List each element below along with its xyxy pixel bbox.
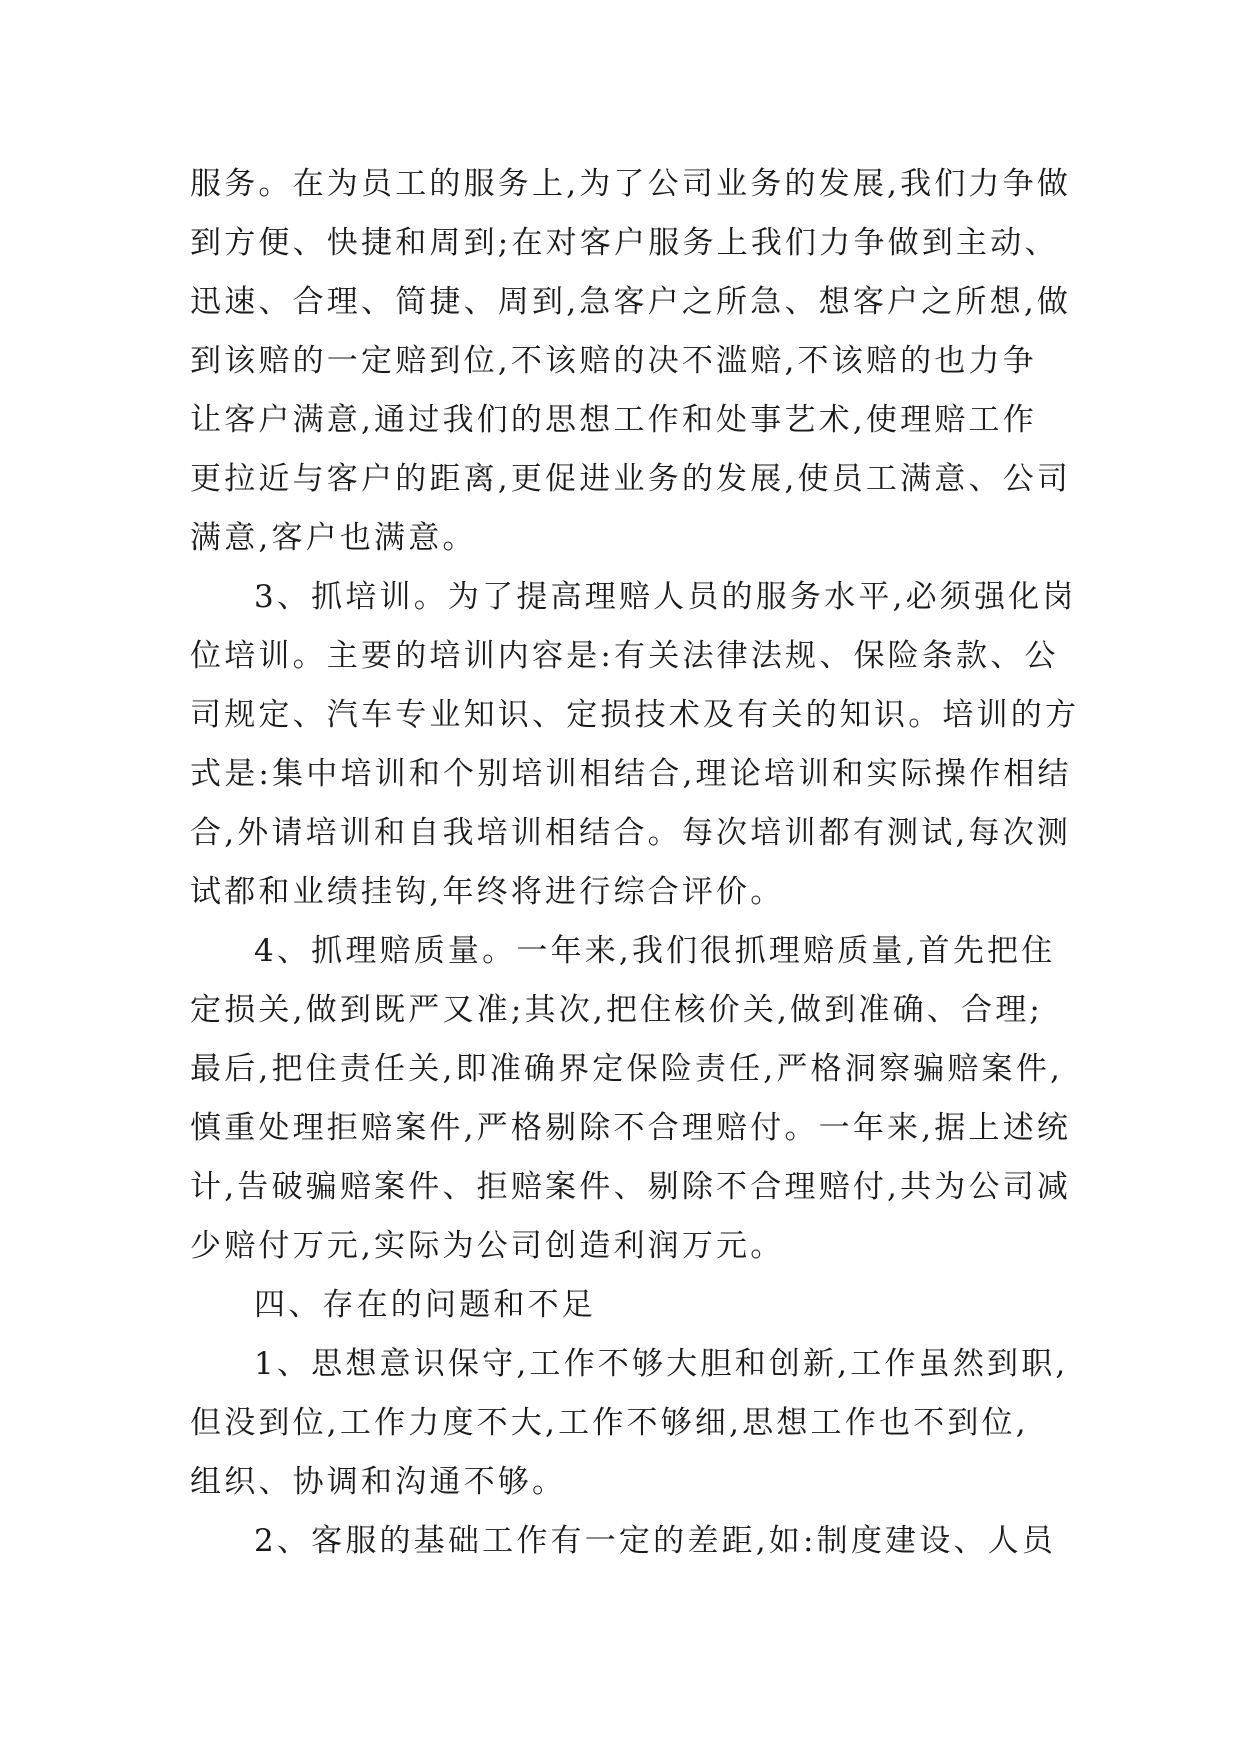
text-line: 服务。在为员工的服务上,为了公司业务的发展,我们力争做 [190, 166, 1072, 202]
text-line: 迅速、合理、简捷、周到,急客户之所急、想客户之所想,做 [190, 284, 1072, 320]
paragraph-start-line: 2、客服的基础工作有一定的差距,如:制度建设、人员 [254, 1523, 1057, 1559]
text-line: 到方便、快捷和周到;在对客户服务上我们力争做到主动、 [190, 225, 1059, 261]
text-line: 到该赔的一定赔到位,不该赔的决不滥赔,不该赔的也力争 [190, 343, 1037, 379]
text-line: 位培训。主要的培训内容是:有关法律法规、保险条款、公 [190, 638, 1059, 674]
text-line: 更拉近与客户的距离,更促进业务的发展,使员工满意、公司 [190, 461, 1072, 497]
text-line: 慎重处理拒赔案件,严格剔除不合理赔付。一年来,据上述统 [190, 1110, 1072, 1146]
text-line: 满意,客户也满意。 [190, 520, 477, 556]
text-line: 合,外请培训和自我培训相结合。每次培训都有测试,每次测 [190, 815, 1072, 851]
text-line: 式是:集中培训和个别培训相结合,理论培训和实际操作相结 [190, 756, 1072, 792]
body-text [190, 155, 1080, 1571]
text-line: 但没到位,工作力度不大,工作不够细,思想工作也不到位, [190, 1405, 1029, 1441]
text-line: 组织、协调和沟通不够。 [190, 1464, 567, 1500]
paragraph-start-line: 3、抓培训。为了提高理赔人员的服务水平,必须强化岗 [254, 579, 1077, 615]
text-line: 少赔付万元,实际为公司创造利润万元。 [190, 1228, 785, 1264]
text-line: 试都和业绩挂钩,年终将进行综合评价。 [190, 874, 785, 910]
text-line: 让客户满意,通过我们的思想工作和处事艺术,使理赔工作 [190, 402, 1037, 438]
paragraph-start-line: 4、抓理赔质量。一年来,我们很抓理赔质量,首先把住 [254, 933, 1056, 969]
paragraph-start-line: 1、思想意识保守,工作不够大胆和创新,工作虽然到职, [254, 1346, 1069, 1382]
section-heading: 四、存在的问题和不足 [254, 1287, 596, 1323]
text-line: 定损关,做到既严又准;其次,把住核价关,做到准确、合理; [190, 992, 1044, 1028]
text-line: 计,告破骗赔案件、拒赔案件、剔除不合理赔付,共为公司减 [190, 1169, 1072, 1205]
text-line: 最后,把住责任关,即准确界定保险责任,严格洞察骗赔案件, [190, 1051, 1064, 1087]
text-line: 司规定、汽车专业知识、定损技术及有关的知识。培训的方 [190, 697, 1080, 733]
